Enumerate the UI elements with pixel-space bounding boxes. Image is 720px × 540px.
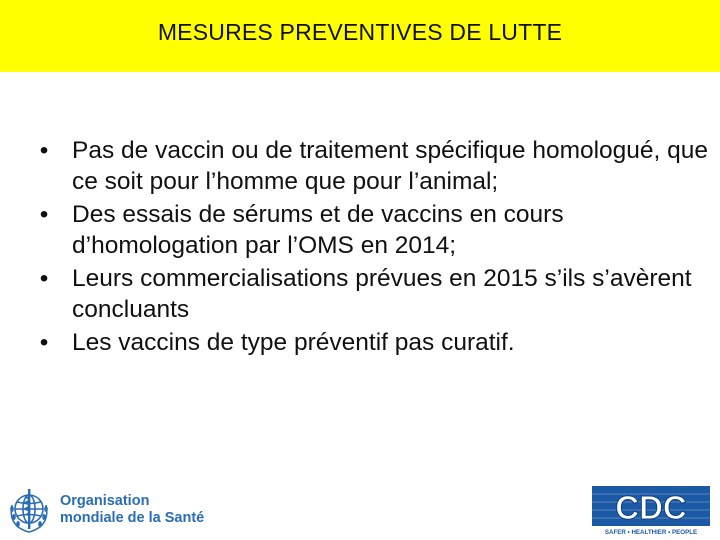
bullet-text: Des essais de sérums et de vaccins en cours d’homologation par l’OMS en 2014;: [72, 201, 564, 259]
cdc-logo-text: CDC: [615, 489, 687, 526]
bullet-marker: •: [39, 137, 49, 164]
bullet-marker: •: [39, 265, 49, 292]
cdc-logo: [592, 486, 710, 536]
who-name-line2: mondiale de la Santé: [60, 510, 205, 526]
bullet-item: [34, 327, 714, 358]
bullet-item: [34, 135, 714, 197]
who-name: [60, 493, 204, 527]
bullet-text: Les vaccins de type préventif pas curatif.: [72, 329, 515, 356]
who-logo: [4, 484, 244, 536]
bullet-marker: •: [39, 329, 49, 356]
bullet-list: [34, 135, 714, 360]
bullet-item: [34, 263, 714, 325]
cdc-tagline: SAFER • HEALTHIER • PEOPLE: [604, 529, 698, 536]
who-name-line1: Organisation: [60, 493, 150, 509]
slide-title: MESURES PREVENTIVES DE LUTTE: [157, 18, 563, 45]
bullet-text: Leurs commercialisations prévues en 2015 s’ils s’avèrent concluants: [72, 265, 692, 323]
bullet-text: Pas de vaccin ou de traitement spécifique homologué, que ce soit pour l’homme que pour l’animal;: [72, 137, 709, 195]
bullet-item: [34, 199, 714, 261]
bullet-marker: •: [39, 201, 49, 228]
title-bar: [0, 0, 720, 72]
who-emblem-icon: [4, 485, 54, 535]
